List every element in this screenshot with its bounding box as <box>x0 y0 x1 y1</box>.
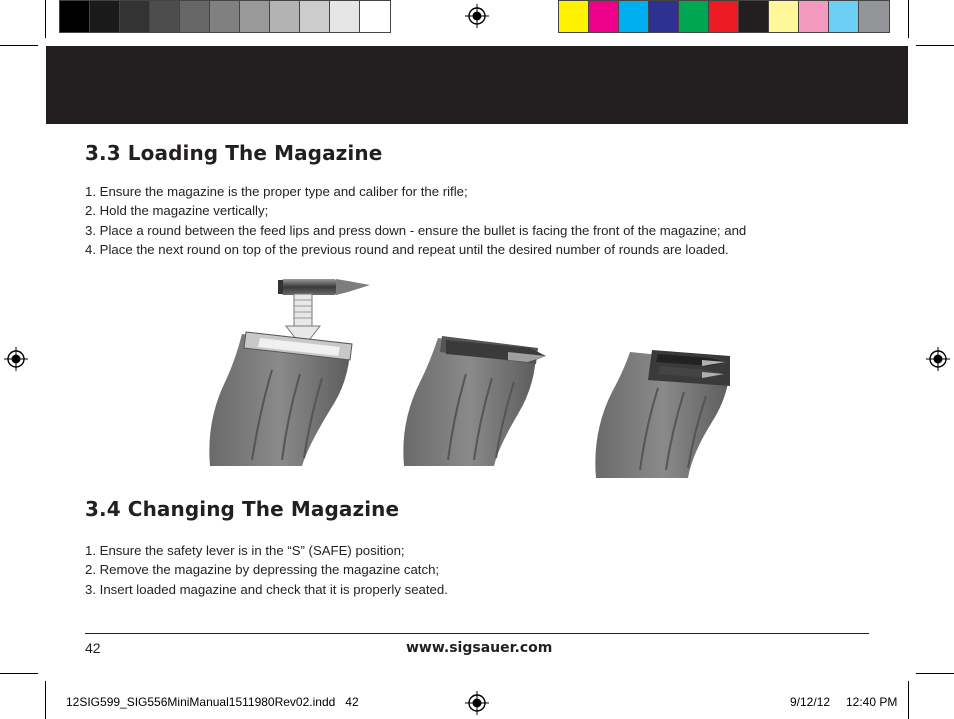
print-slug-filename: 12SIG599_SIG556MiniManual1511980Rev02.indd 42 <box>66 695 359 709</box>
gray-swatch <box>300 1 330 32</box>
process-swatch <box>859 1 889 32</box>
list-item: 4. Place the next round on top of the previous round and repeat until the desired number of rounds are loaded. <box>85 242 729 258</box>
gray-swatch <box>150 1 180 32</box>
registration-mark-icon <box>464 3 490 29</box>
process-swatch <box>649 1 679 32</box>
cartridge-icon <box>278 279 370 295</box>
list-item: 2. Remove the magazine by depressing the magazine catch; <box>85 562 440 578</box>
gray-swatch <box>270 1 300 32</box>
process-swatch <box>739 1 769 32</box>
crop-mark <box>45 0 46 38</box>
gray-swatch <box>180 1 210 32</box>
gray-swatch <box>330 1 360 32</box>
gray-swatch <box>240 1 270 32</box>
gray-swatch <box>90 1 120 32</box>
process-swatch <box>709 1 739 32</box>
header-band <box>46 46 908 124</box>
crop-mark <box>45 681 46 719</box>
gray-swatch <box>120 1 150 32</box>
list-item: 1. Ensure the magazine is the proper type and caliber for the rifle; <box>85 184 468 199</box>
print-slug-date: 9/12/12 <box>790 695 831 709</box>
magazine-loading-illustration <box>190 270 750 482</box>
list-item: 3. Insert loaded magazine and check that it is properly seated. <box>85 581 448 597</box>
grayscale-color-bar <box>59 0 391 33</box>
loading-steps-list <box>85 182 746 260</box>
process-swatch <box>589 1 619 32</box>
crop-mark <box>908 0 909 38</box>
magazine-loaded <box>595 350 730 478</box>
process-swatch <box>829 1 859 32</box>
print-slug-time: 12:40 PM <box>846 695 898 709</box>
section-title-loading: 3.3 Loading The Magazine <box>85 141 383 165</box>
website-url: www.sigsauer.com <box>406 640 553 656</box>
process-swatch <box>559 1 589 32</box>
registration-mark-icon <box>925 346 951 372</box>
process-swatch <box>619 1 649 32</box>
footer-rule <box>85 633 869 634</box>
list-item: 2. Hold the magazine vertically; <box>85 203 269 219</box>
list-item: 3. Place a round between the feed lips and press down - ensure the bullet is facing the front of the magazine; and <box>85 222 747 238</box>
crop-mark <box>908 681 909 719</box>
gray-swatch <box>210 1 240 32</box>
gray-swatch <box>360 1 390 32</box>
page-number: 42 <box>85 640 101 656</box>
magazine-one-round <box>403 336 546 466</box>
section-title-changing: 3.4 Changing The Magazine <box>85 497 400 521</box>
crop-mark <box>916 45 954 46</box>
list-item: 1. Ensure the safety lever is in the “S” (SAFE) position; <box>85 543 405 558</box>
process-swatch <box>769 1 799 32</box>
crop-mark <box>916 673 954 674</box>
process-swatch <box>679 1 709 32</box>
crop-mark <box>0 45 38 46</box>
registration-mark-icon <box>464 690 490 716</box>
changing-steps-list <box>85 541 448 599</box>
process-color-bar <box>558 0 890 33</box>
registration-mark-icon <box>3 346 29 372</box>
gray-swatch <box>60 1 90 32</box>
crop-mark <box>0 673 38 674</box>
process-swatch <box>799 1 829 32</box>
magazine-empty <box>209 332 352 466</box>
